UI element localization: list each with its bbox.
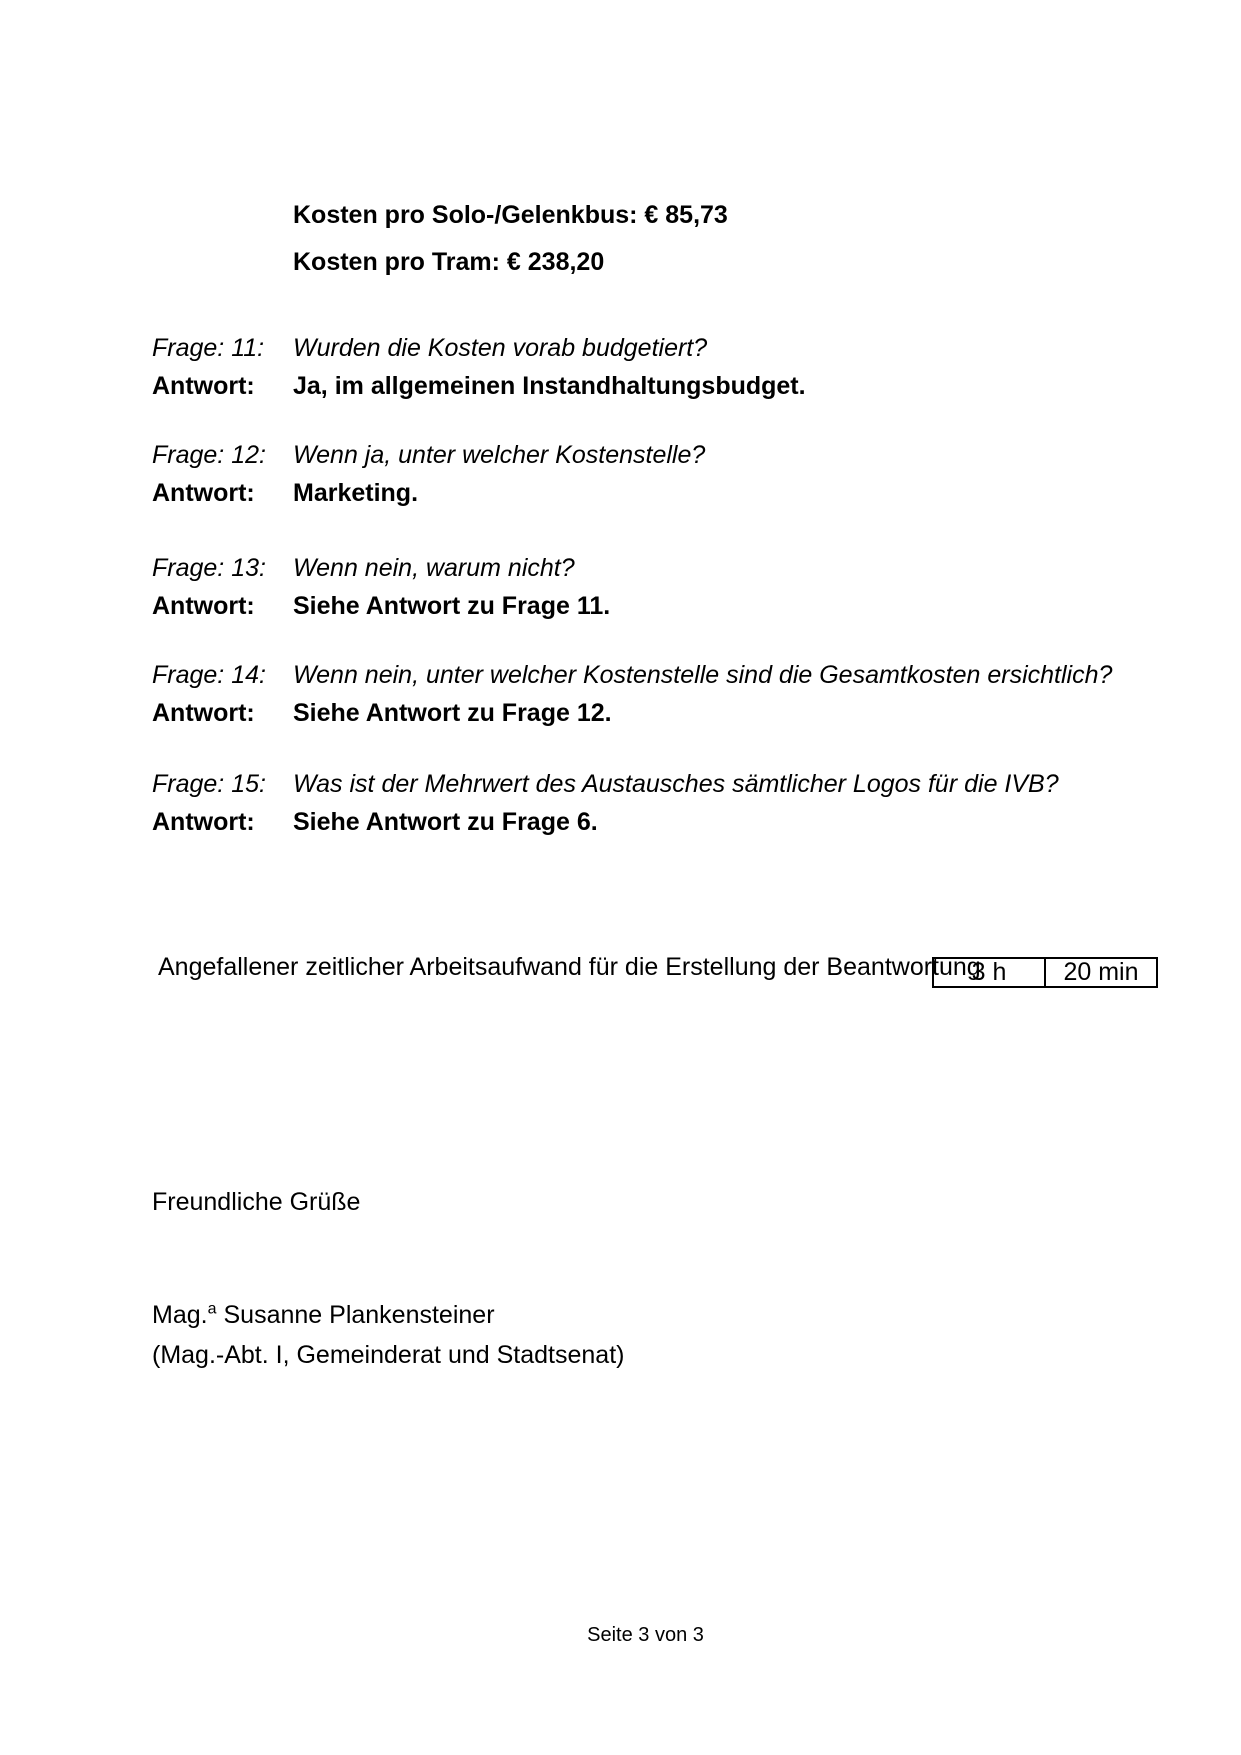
- effort-label: Angefallener zeitlicher Arbeitsaufwand für die Erstellung der Beantwortung: [158, 953, 981, 981]
- effort-minutes-value: 20 min: [1063, 958, 1139, 986]
- signer-name: Susanne Plankensteiner: [223, 1301, 495, 1329]
- answer-text: Ja, im allgemeinen Instandhaltungsbudget.: [293, 372, 806, 400]
- question-text: Was ist der Mehrwert des Austausches sämtlicher Logos für die IVB?: [293, 770, 1059, 798]
- answer-text: Siehe Antwort zu Frage 6.: [293, 808, 598, 836]
- question-text: Wurden die Kosten vorab budgetiert?: [293, 334, 708, 362]
- cost-line-tram: Kosten pro Tram: € 238,20: [293, 248, 605, 276]
- answer-label: Antwort:: [152, 592, 255, 620]
- question-label: Frage: 14:: [152, 661, 266, 689]
- answer-label: Antwort:: [152, 479, 255, 507]
- effort-hours-cell: [932, 957, 1046, 988]
- question-text: Wenn nein, warum nicht?: [293, 554, 575, 582]
- answer-label: Antwort:: [152, 699, 255, 727]
- answer-text: Marketing.: [293, 479, 419, 507]
- question-label: Frage: 11:: [152, 334, 265, 362]
- effort-hours-value: 3 h: [971, 958, 1007, 986]
- question-text: Wenn nein, unter welcher Kostenstelle sind die Gesamtkosten ersichtlich?: [293, 661, 1113, 689]
- signer-title: Mag.: [152, 1301, 208, 1329]
- answer-label: Antwort:: [152, 372, 255, 400]
- page-number-footer: Seite 3 von 3: [587, 1624, 704, 1646]
- effort-minutes-cell: [1044, 957, 1158, 988]
- answer-text: Siehe Antwort zu Frage 12.: [293, 699, 612, 727]
- closing-greeting: Freundliche Grüße: [152, 1188, 361, 1216]
- answer-label: Antwort:: [152, 808, 255, 836]
- question-label: Frage: 12:: [152, 441, 266, 469]
- signer-name-line: [152, 1300, 495, 1330]
- cost-line-bus: Kosten pro Solo-/Gelenkbus: € 85,73: [293, 201, 728, 229]
- signer-title-superscript: a: [207, 1300, 217, 1318]
- signer-organization: (Mag.-Abt. I, Gemeinderat und Stadtsenat): [152, 1341, 625, 1369]
- question-label: Frage: 15:: [152, 770, 266, 798]
- question-text: Wenn ja, unter welcher Kostenstelle?: [293, 441, 706, 469]
- question-label: Frage: 13:: [152, 554, 266, 582]
- answer-text: Siehe Antwort zu Frage 11.: [293, 592, 611, 620]
